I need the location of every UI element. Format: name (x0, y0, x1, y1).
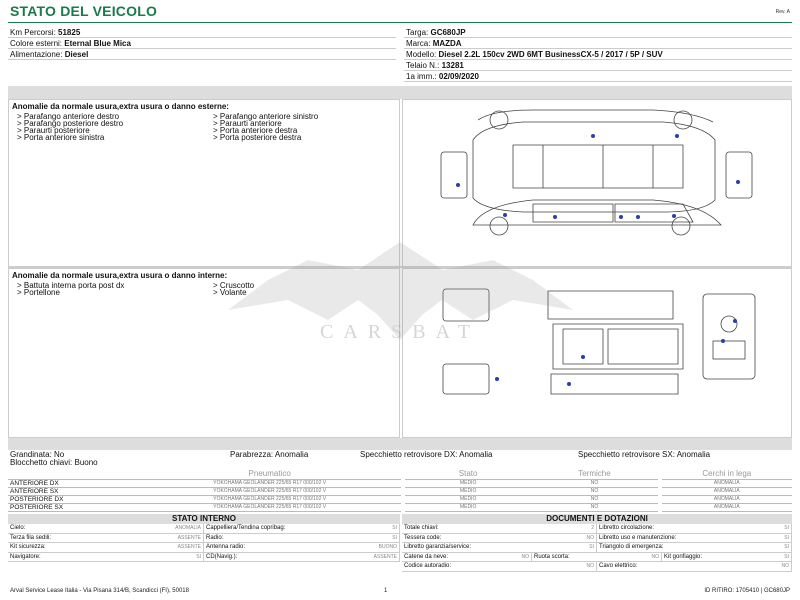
grid-cell (402, 534, 597, 543)
tyre-cerchi: ANOMALIA (662, 503, 792, 511)
grid-label: Terza fila sedili: (10, 534, 52, 541)
footer-id: ID RITIRO: 1705410 | GC680JP (704, 588, 790, 594)
grid-row (402, 524, 792, 534)
col-pneumatico: Pneumatico (138, 469, 401, 479)
info-value: Eternal Blue Mica (64, 39, 131, 48)
grid-cell (204, 534, 400, 543)
grid-value: ASSENTE (177, 544, 201, 551)
info-value: 02/09/2020 (438, 72, 479, 81)
vehicle-info-row (8, 49, 396, 60)
damage-item: > Cruscotto (213, 281, 255, 290)
tyre-tyre: YOKOHAMA GEOLANDER 225/65 R17 000/102 V (138, 495, 401, 503)
damage-item: > Porta anteriore sinistra (17, 133, 105, 142)
grid-row (402, 562, 792, 572)
damage-item: > Parafango anteriore sinistro (213, 112, 319, 121)
grid-label: Libretto circolazione: (599, 525, 655, 532)
info-value: Diesel 2.2L 150cv 2WD 6MT BusinessCX-5 / 2017 / 5P / SUV (438, 50, 663, 59)
grid-cell (597, 562, 792, 571)
grid-row (8, 543, 400, 553)
tyre-termiche: NO (531, 479, 657, 487)
grid-label: Tessera code: (404, 534, 442, 541)
grid-row (8, 553, 400, 563)
grid-value: SI (784, 534, 789, 541)
damage-item: > Parafango posteriore destro (17, 119, 124, 128)
tyre-stato: MEDIO (405, 495, 531, 503)
info-label: Colore esterni: (10, 39, 63, 48)
grid-label: Radio: (206, 534, 224, 541)
info-label: Modello: (406, 50, 437, 59)
info-value: Diesel (64, 50, 89, 59)
vehicle-info-row (404, 27, 792, 38)
damage-item: > Portellone (17, 288, 60, 297)
col-cerchi: Cerchi in lega (662, 469, 792, 479)
svg-text:CARSBAT: CARSBAT (319, 321, 481, 343)
grid-row (8, 524, 400, 534)
grid-value: NO (586, 534, 594, 541)
grid-value: SI (784, 544, 789, 551)
vehicle-info-left (8, 27, 396, 60)
grid-cell (204, 553, 400, 562)
grid-label: Libretto garanzia/service: (404, 544, 472, 551)
grid-value: NO (521, 553, 529, 560)
grid-label: Kit gonfiaggio: (664, 553, 703, 560)
tyre-stato: MEDIO (405, 487, 531, 495)
grid-cell (597, 543, 792, 552)
grid-value: NO (781, 563, 789, 570)
table-row (8, 487, 792, 495)
exterior-damage-list (9, 113, 399, 141)
documenti-title: DOCUMENTI E DOTAZIONI (402, 514, 792, 524)
footer-address: Arval Service Lease Italia - Via Pisana 314/B, Scandicci (FI), 50018 (10, 588, 189, 594)
tyre-tyre: YOKOHAMA GEOLANDER 225/65 R17 000/102 V (138, 503, 401, 511)
info-label: 1a imm.: (406, 72, 437, 81)
info-label: Targa: (406, 28, 429, 37)
tyre-cerchi: ANOMALIA (662, 479, 792, 487)
specchietto-dx-status: Specchietto retrovisore DX: Anomalia (360, 450, 493, 459)
tyre-tyre: YOKOHAMA GEOLANDER 225/65 R17 000/102 V (138, 487, 401, 495)
documenti-grid (402, 524, 792, 572)
table-row (8, 503, 792, 511)
parabrezza-status: Parabrezza: Anomalia (230, 450, 309, 459)
tyre-termiche: NO (531, 503, 657, 511)
damage-item: > Porta anteriore destra (213, 126, 298, 135)
grid-cell (597, 524, 792, 533)
tyre-pos: ANTERIORE DX (8, 479, 138, 487)
info-label: Telaio N.: (406, 61, 440, 70)
vehicle-info-row (404, 71, 792, 82)
grid-label: Kit sicurezza: (10, 544, 46, 551)
damage-item: > Battuta interna porta post dx (17, 281, 125, 290)
grid-value: ANOMALIA (175, 525, 201, 532)
tyre-cerchi: ANOMALIA (662, 495, 792, 503)
damage-item: > Paraurti posteriore (17, 126, 90, 135)
grid-value: SI (392, 534, 397, 541)
damage-item: > Volante (213, 288, 247, 297)
exterior-damage-title: Anomalie da normale usura,extra usura o danno esterne: (12, 102, 229, 111)
grid-label: Cavo elettrico: (599, 563, 638, 570)
tyre-termiche: NO (531, 487, 657, 495)
grid-cell (662, 553, 792, 562)
col-termiche: Termiche (531, 469, 657, 479)
info-label: Alimentazione: (10, 50, 63, 59)
damage-item: > Parafango anteriore destro (17, 112, 120, 121)
grid-cell (8, 553, 204, 562)
vehicle-info-row (404, 38, 792, 49)
grid-value: SI (392, 525, 397, 532)
grid-label: Libretto uso e manutenzione: (599, 534, 677, 541)
vehicle-info-row (8, 38, 396, 49)
grid-cell (402, 553, 532, 562)
revision-label: Rev. A (775, 9, 790, 15)
vehicle-info-right (404, 27, 792, 82)
info-value: 13281 (441, 61, 464, 70)
specchietto-sx-status: Specchietto retrovisore SX: Anomalia (578, 450, 711, 459)
grid-label: Catene da neve: (404, 553, 449, 560)
info-value: 51825 (58, 28, 81, 37)
grid-value: SI (196, 553, 201, 560)
blocchetto-chiavi-status: Blocchetto chiavi: Buono (10, 458, 98, 467)
damage-item: > Porta posteriore destra (213, 133, 302, 142)
tyres-table (8, 469, 792, 512)
col-stato: Stato (405, 469, 531, 479)
tyre-tyre: YOKOHAMA GEOLANDER 225/65 R17 000/102 V (138, 479, 401, 487)
grid-value: NO (586, 563, 594, 570)
grid-label: Codice autoradio: (404, 563, 452, 570)
grid-row (8, 534, 400, 544)
grid-cell (532, 553, 662, 562)
info-label: Km Percorsi: (10, 28, 56, 37)
grid-label: Ruota scorta: (534, 553, 570, 560)
tyre-pos: POSTERIORE SX (8, 503, 138, 511)
grid-value: BUONO (378, 544, 397, 551)
grid-label: Cappelliera/Tendina copribag: (206, 525, 286, 532)
table-row (8, 479, 792, 487)
info-value: MAZDA (432, 39, 462, 48)
grid-value: SI (784, 525, 789, 532)
section-divider-bar (8, 86, 792, 99)
vehicle-info-row (404, 49, 792, 60)
tyre-cerchi: ANOMALIA (662, 487, 792, 495)
grid-label: Cielo: (10, 525, 26, 532)
grid-label: Totale chiavi: (404, 525, 439, 532)
grid-row (402, 534, 792, 544)
table-row (8, 495, 792, 503)
tyre-pos: ANTERIORE SX (8, 487, 138, 495)
tyre-pos: POSTERIORE DX (8, 495, 138, 503)
grid-row (402, 543, 792, 553)
info-label: Marca: (406, 39, 431, 48)
carsbat-watermark-logo (228, 240, 573, 370)
grid-value: ASSENTE (373, 553, 397, 560)
grandinata-status: Grandinata: No (10, 450, 65, 459)
grid-cell (402, 562, 597, 571)
grid-value: SI (589, 544, 594, 551)
tyre-stato: MEDIO (405, 503, 531, 511)
damage-item: > Paraurti anteriore (213, 119, 282, 128)
grid-row (402, 553, 792, 563)
grid-cell (8, 543, 204, 552)
footer-page-number: 1 (384, 588, 388, 594)
grid-cell (8, 524, 204, 533)
vehicle-info-row (8, 27, 396, 38)
tyre-stato: MEDIO (405, 479, 531, 487)
page-title: STATO DEL VEICOLO (10, 3, 158, 19)
stato-interno-title: STATO INTERNO (8, 514, 400, 524)
info-value: GC680JP (430, 28, 466, 37)
grid-cell (402, 524, 597, 533)
header-divider (8, 22, 792, 23)
grid-cell (204, 524, 400, 533)
grid-value: NO (651, 553, 659, 560)
status-divider-bar (8, 438, 792, 450)
grid-value: 2 (591, 525, 594, 532)
grid-label: CD(Navig.): (206, 553, 238, 560)
vehicle-info-row (404, 60, 792, 71)
grid-cell (597, 534, 792, 543)
grid-label: Triangolo di emergenza: (599, 544, 664, 551)
stato-interno-grid (8, 524, 400, 562)
tyre-termiche: NO (531, 495, 657, 503)
grid-value: ASSENTE (177, 534, 201, 541)
interior-damage-title: Anomalie da normale usura,extra usura o danno interne: (12, 271, 228, 280)
grid-cell (402, 543, 597, 552)
grid-cell (8, 534, 204, 543)
grid-value: SI (784, 553, 789, 560)
grid-label: Navigatore: (10, 553, 41, 560)
grid-label: Antenna radio: (206, 544, 246, 551)
grid-cell (204, 543, 400, 552)
